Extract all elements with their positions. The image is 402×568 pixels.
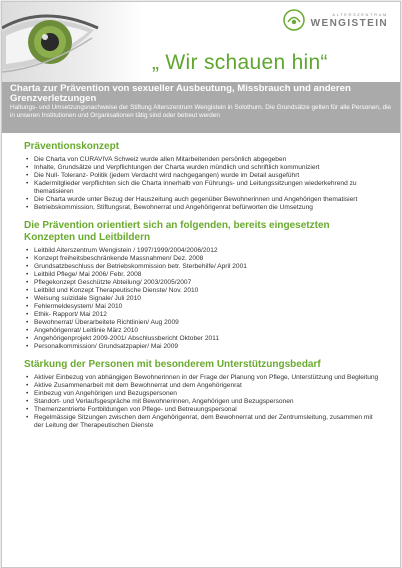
bullet-list [24,156,382,212]
header [2,2,400,89]
content [2,133,400,430]
motto-heading: „ Wir schauen hin“ [152,51,328,74]
logo [283,9,388,31]
list-item: • Regelmässige Sitzungen zwischen dem Angehörigenrat, dem Bewohnerrat und der Zentrumsleitung, zusammen mit der Leitung der Therapeutischen Dienste [24,414,382,430]
list-item: • Aktive Zusammenarbeit mit dem Bewohnerrat und dem Angehörigenrat [24,382,382,390]
list-item: • Weisung suizidale Signale/ Juli 2010 [24,295,382,303]
list-item: • Fehlermeldesystem/ Mai 2010 [24,303,382,311]
list-item: • Betriebskommission, Stiftungsrat, Bewohnerrat und Angehörigenrat befürworten die Umsetzung [24,204,382,212]
bullet-list [24,374,382,430]
list-item: • Bewohnerrat/ Überarbeitete Richtlinien/ Aug 2009 [24,319,382,327]
list-item: • Angehörigenrat/ Leitlinie März 2010 [24,327,382,335]
list-item: • Personalkommission/ Grundsatzpapier/ Mai 2009 [24,343,382,351]
list-item: • Die Charta wurde unter Bezug der Hauszeitung auch gegenüber Bewohnerinnen und Angehörigen thematisiert [24,196,382,204]
list-item: • Leitbild und Konzept Therapeutische Dienste/ Nov. 2010 [24,287,382,295]
section-title: Die Prävention orientiert sich an folgenden, bereits eingesetzten Konzepten und Leitbildern [24,220,330,243]
section-title: Stärkung der Personen mit besonderem Unterstützungsbedarf [24,359,321,370]
list-item: • Grundsatzbeschluss der Betriebskommission betr. Sterbehilfe/ April 2001 [24,263,382,271]
list-item: • Einbezug von Angehörigen und Bezugspersonen [24,390,382,398]
list-item: • Standort- und Verlaufsgespräche mit Bewohnerinnen, Angehörigen und Bezugspersonen [24,398,382,406]
wengistein-logo-mark-icon [283,9,305,31]
document-page [1,1,401,568]
charter-intro-text: Haltungs- und Umsetzungsnachweise der Stiftung Alterszentrum Wengistein in Solothurn. Die Grundsätze gelten für alle Personen, die in unseren Institutionen und Organisationen tätig sind oder betreut werden [10,104,392,120]
list-item: • Aktiver Einbezug von abhängigen Bewohnerinnen in der Frage der Planung von Pflege, Unterstützung und Begleitung [24,374,382,382]
list-item: • Leitbild Pflege/ Mai 2006/ Febr. 2008 [24,271,382,279]
logo-subtitle: ALTERSZENTRUM [332,11,388,17]
list-item: • Die Null- Toleranz- Politik (jedem Verdacht wird nachgegangen) wurde im Detail ausgeführt [24,172,382,180]
bullet-list [24,247,382,351]
list-item: • Kadermitglieder verpflichten sich die Charta innerhalb von Führungs- und Leitungssitzungen wiederkehrend zu thematisieren [24,180,382,196]
list-item: • Ethik- Rapport/ Mai 2012 [24,311,382,319]
section-title: Präventionskonzept [24,141,120,152]
logo-name: WENGISTEIN [310,17,388,29]
list-item: • Themenzentrierte Fortbildungen von Pflege- und Betreuungspersonal [24,406,382,414]
charter-title: Charta zur Prävention von sexueller Ausbeutung, Missbrauch und anderen Grenzverletzungen [10,83,351,104]
list-item: • Die Charta von CURAVIVA Schweiz wurde allen Mitarbeitenden persönlich abgegeben [24,156,382,164]
list-item: • Angehörigenprojekt 2009-2001/ Abschlussbericht Oktober 2011 [24,335,382,343]
list-item: • Inhalte, Grundsätze und Verpflichtungen der Charta wurden mündlich und schriftlich kommuniziert [24,164,382,172]
intro-band [2,82,400,133]
list-item: • Konzept freiheitsbeschränkende Massnahmen/ Dez. 2008 [24,255,382,263]
list-item: • Leitbild Alterszentrum Wengistein / 1997/1999/2004/2006/2012 [24,247,382,255]
list-item: • Pflegekonzept Geschützte Abteilung/ 2003/2005/2007 [24,279,382,287]
eye-photo [2,2,142,89]
